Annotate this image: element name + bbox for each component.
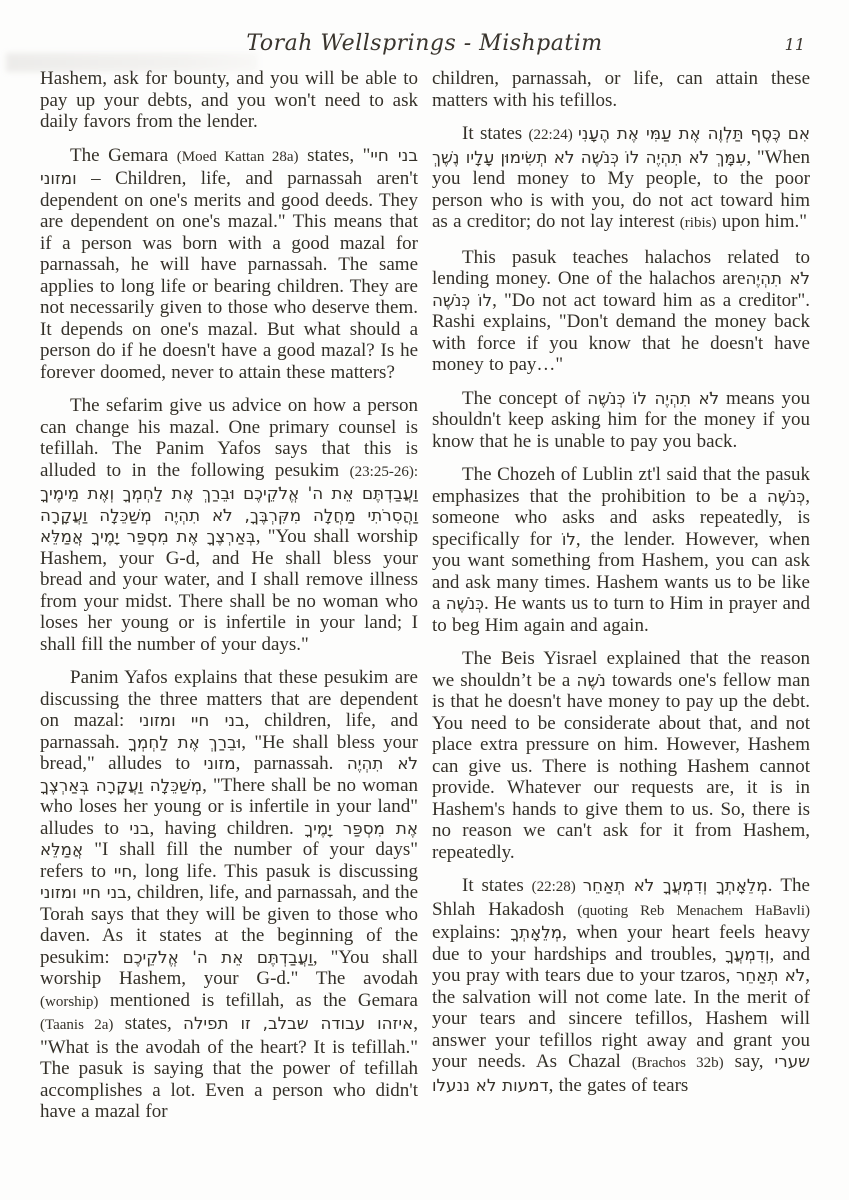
paragraph [40,667,418,1123]
hebrew-run: מזוני [203,753,236,773]
text-run: , "You shall worship Hashem, your G-d." The avodah [40,946,419,989]
text-run: It states [462,875,532,896]
hebrew-run: לֹא תִהְיֶה מְשַׁכֵּלָה וַעֲקָרָה בְּאַרְצֶךָ [40,753,418,795]
citation-run: (Taanis 2a) [40,1017,114,1033]
text-run: mentioned is tefillah, as the Gemara [98,989,418,1011]
text-run: , "There shall be no woman who loses her young or is infertile in your land" alludes to [40,774,419,839]
text-run: The Gemara [70,144,177,166]
text-run: upon him." [716,211,808,232]
text-run: The Chozeh of Lublin zt'l said that the pasuk emphasizes that the prohibition to be a [432,464,810,507]
citation-run: (Moed Kattan 28a) [176,148,299,165]
text-run: children, parnassah, or life, can attain these matters with his tefillos. [432,68,810,111]
paragraph [432,464,810,636]
text-run: , "He shall bless your bread," alludes to [40,731,419,774]
text-run: , the lender. However, when you want something from Hashem, you can ask and ask many times. Hashem wants us to be like a [432,528,810,614]
text-run: The Beis Yisrael explained that the reason we shouldn’t be a [432,648,810,691]
hebrew-run: אִם כֶּסֶף תַּלְוֶה אֶת עַמִּי אֶת הֶעָנִי עִמָּךְ לֹא תִהְיֶה לוֹ כְּנֹשֶׁה לֹא תְשִׂימוּן עָלָיו נֶשֶׁךְ [432,123,810,167]
text-run: Hashem, ask for bounty, and you will be able to pay up your debts, and you won't need to ask daily favors from the lender. [40,68,418,132]
text-run: , parnassah. [235,753,347,774]
hebrew-run: שערי דמעות לא ננעלו [432,1051,810,1095]
paragraph [40,145,418,384]
text-run: , long life. This pasuk is discussing [132,860,418,882]
text-run: , children, life, and parnassah, and the Torah says that they will be given to those who daven. As it states at the beginning of the pesukim: [40,882,419,968]
text-run: say, [723,1051,775,1072]
text-run: This pasuk teaches halachos related to lending money. One of the halachos are [432,246,810,289]
left-column [40,68,418,1135]
citation-run: (quoting Reb Menachem HaBavli) [577,902,810,919]
paragraph [40,68,418,133]
text-run: , "You shall worship Hashem, your G-d, and He shall bless your bread and your water, and I shall remove illness from your midst. There shall be no woman who loses her young or is infertile in your land; I shall fill the number of your days." [40,526,418,655]
text-run: means you shouldn't keep asking him for the money if you know that he is unable to pay you back. [432,387,810,452]
hebrew-run: בני חיי ומזוני [139,710,245,730]
hebrew-run: וְדִמְעֲךָ [724,943,770,964]
text-run: towards one's fellow man is that he doesn't have money to pay up the debt. You need to be considerate about that, and not place extra pressure on him. However, Hashem can give us. There is nothing Hashem cannot provide. Whatever our requests are, it is in Hashem's hands to give them to us. So, there is no reason we can't ask for it from Hashem, repeatedly. [432,669,810,863]
paragraph [40,395,418,655]
hebrew-run: וַעֲבַדְתֶּם אֵת ה' אֱלֹקֵיכֶם וּבֵרַךְ אֶת לַחְמְךָ וְאֶת מֵימֶיךָ וַהֲסִרֹתִי מַחֲלָה מִקִּרְבֶּךָ, לֹא תִהְיֶה מְשַׁכֵּלָה וַעֲקָרָה בְּאַרְצֶךָ אֶת מִסְפַּר יָמֶיךָ אֲמַלֵּא [40,483,418,546]
hebrew-run: וַעֲבַדְתֶּם אֵת ה' אֱלֹקֵיכֶם [122,946,313,967]
hebrew-run: מְלֵאָתְךָ וְדִמְעֲךָ לֹא תְאַחֵר [582,875,768,895]
hebrew-run: מְלֵאָתְךָ [510,922,563,942]
text-run: , having children. [149,817,305,839]
page-header-title: Torah Wellsprings - Mishpatim [246,31,603,56]
citation-run: (Brachos 32b) [631,1055,724,1071]
hebrew-run: בני [129,817,150,838]
hebrew-run: נֹשֶׁה [576,669,606,690]
citation-run: (23:25-26): [349,463,418,480]
citation-run: (worship) [40,993,99,1010]
text-run: "I shall fill the number of your days" refers to [40,839,418,882]
text-run: explains: [432,922,511,943]
hebrew-run: לֹא תְאַחֵר [735,965,806,985]
text-run: , when your heart feels heavy due to your hardships and troubles, [432,922,810,965]
hebrew-run: כְּנֹשֶׁה [766,485,806,506]
hebrew-run: חיי [113,860,133,881]
hebrew-run: בני חיי ומזוני [40,882,127,902]
hebrew-run: בני חיי ומזוני [40,144,418,188]
paragraph [432,247,810,376]
text-run: . He wants us to turn to Him in prayer and to beg Him again and again. [432,593,810,636]
text-run: , and you pray with tears due to your tzaros, [432,943,811,986]
text-run: , "Do not act toward him as a creditor". Rashi explains, "Don't demand the money back with force if you know that he doesn't have money to pay…" [432,289,810,375]
text-run: , children, life, and parnassah. [40,710,418,753]
text-run: Panim Yafos explains that these pesukim are discussing the three matters that are dependent on mazal: [40,667,418,731]
text-run: , the gates of tears [548,1074,689,1096]
paragraph [432,388,810,453]
two-column-text [40,68,811,1135]
hebrew-run: וּבֵרַךְ אֶת לַחְמְךָ [128,731,242,752]
hebrew-run: אֶת מִסְפַּר יָמֶיךָ אֲמַלֵּא [40,817,418,859]
hebrew-run: לוֹ [561,528,576,549]
citation-run: (22:24) [528,127,579,143]
text-run: , someone who asks and asks repeatedly, is specifically for [432,485,810,550]
text-run: states, [113,1013,184,1034]
paragraph [432,123,810,235]
hebrew-run: לֹא תִהְיֶה לוֹ כְּנֹשֶׁה [432,268,811,310]
hebrew-run: איזהו עבודה שבלב, זו תפילה [183,1013,414,1033]
text-run: , "What is the avodah of the heart? It is tefillah." The pasuk is saying that the power of tefillah accomplishes a lot. Even a person who didn't have a mazal for [40,1013,418,1122]
citation-run: (22:28) [531,879,583,895]
text-run: It states [462,123,529,144]
hebrew-run: לֹא תִהְיֶה לוֹ כְּנֹשֶׁה [587,387,720,408]
text-run: , the salvation will not come late. In the merit of your tears and sincere tefillos, Hashem will answer your tefillos right away and grant you your needs. As Chazal [432,965,810,1072]
citation-run: (ribis) [679,215,717,231]
paragraph [432,68,810,111]
paragraph [432,648,810,863]
paragraph [432,875,810,1096]
right-column [432,68,810,1135]
text-run: , "When you lend money to My people, to the poor person who is with you, do not act toward him as a creditor; do not lay interest [432,146,811,232]
text-run: . The Shlah Hakadosh [432,875,810,920]
page-number: 11 [784,35,805,54]
text-run: The sefarim give us advice on how a person can change his mazal. One primary counsel is tefillah. The Panim Yafos says that this is alluded to in the following pesukim [40,395,418,481]
hebrew-run: כְּנֹשֶׁה [445,593,485,613]
text-run: – Children, life, and parnassah aren't dependent on one's merits and good deeds. They are dependent on one's mazal." This means that if a person was born with a good mazal for parnassah, he will have parnassah. The same applies to long life or bearing children. They are not necessarily given to those who deserve them. It depends on one's mazal. But what should a person do if he doesn't have a good mazal? Is he forever doomed, never to attain these matters? [40,168,418,383]
text-run: states, " [298,144,371,166]
text-run: The concept of [462,387,588,409]
